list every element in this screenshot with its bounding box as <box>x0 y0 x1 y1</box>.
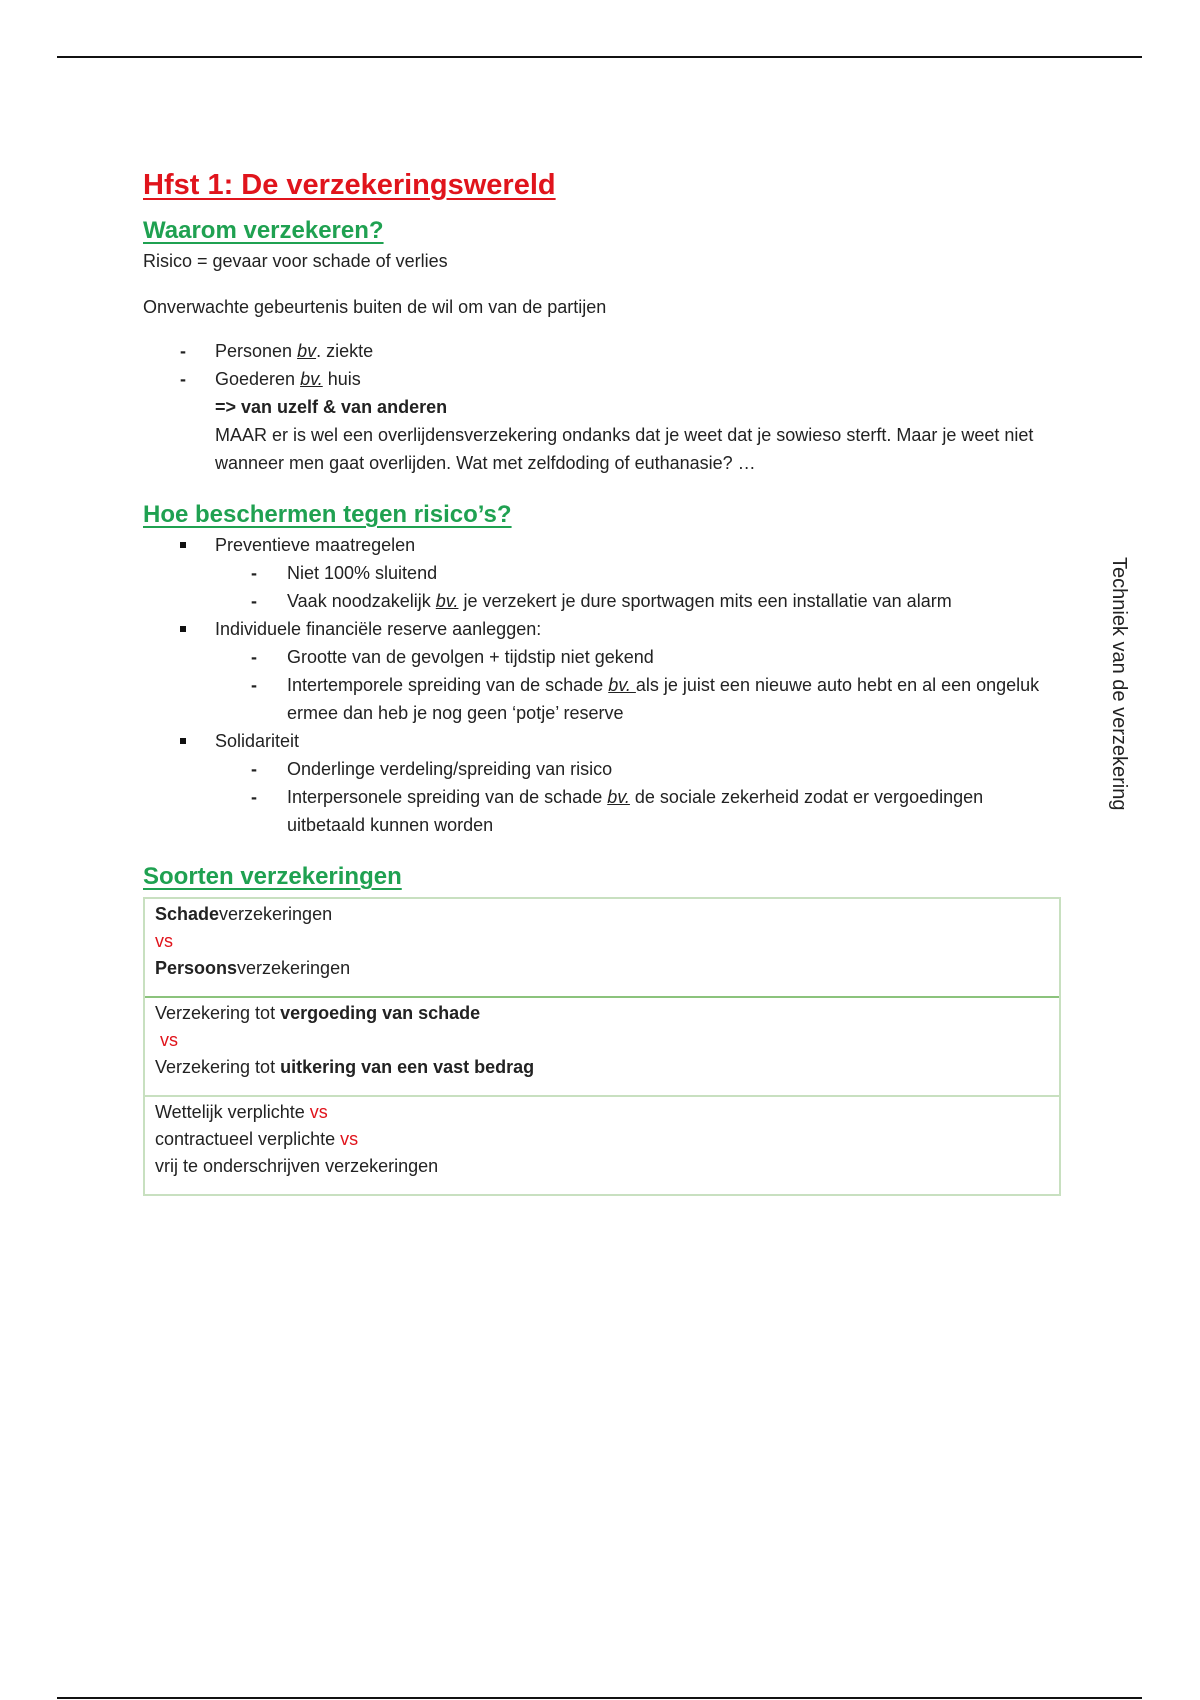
sub-list <box>215 755 1063 839</box>
chapter-title: Hfst 1: De verzekeringswereld <box>143 169 556 201</box>
sub-list <box>215 643 1063 727</box>
section-heading-waarom: Waarom verzekeren? <box>143 217 384 244</box>
list-item: Solidariteit - Onderlinge verdeling/spreiding van risico - Interpersonele spreiding van de schade bv. de sociale zekerheid zodat er vergoedingen uitbetaald kunnen worden <box>143 727 1063 839</box>
list-item: - Grootte van de gevolgen + tijdstip niet gekend <box>215 643 1063 671</box>
table-cell: Schadeverzekeringen vs Persoonsverzekeringen <box>145 899 1059 998</box>
bv-abbrev: bv. <box>300 369 323 389</box>
list-item: - Vaak noodzakelijk bv. je verzekert je dure sportwagen mits een installatie van alarm <box>215 587 1063 615</box>
insurance-types-table <box>143 897 1061 1196</box>
footer-rule <box>57 1697 1142 1699</box>
list-item: - Goederen bv. huis <box>143 365 1063 393</box>
emphasis-line: => van uzelf & van anderen <box>215 397 448 417</box>
list-item: - Niet 100% sluitend <box>215 559 1063 587</box>
vs-label: vs <box>155 931 173 951</box>
vs-label: vs <box>160 1030 178 1050</box>
note-paragraph: MAAR er is wel een overlijdensverzekering ondanks dat je weet dat je sowieso sterft. Maar je weet niet wanneer men gaat overlijden. Wat met zelfdoding of euthanasie? … <box>215 425 1034 473</box>
section-heading-beschermen: Hoe beschermen tegen risico’s? <box>143 501 512 528</box>
bullet-square-icon <box>180 542 186 548</box>
bullet-square-icon <box>180 738 186 744</box>
header-rule <box>57 56 1142 58</box>
bv-abbrev: bv. <box>435 591 459 611</box>
sub-list <box>215 559 1063 615</box>
section-heading-soorten: Soorten verzekeringen <box>143 863 402 890</box>
list-item: - Interpersonele spreiding van de schade bv. de sociale zekerheid zodat er vergoedingen uitbetaald kunnen worden <box>215 783 1063 839</box>
list-item: - Onderlinge verdeling/spreiding van risico <box>215 755 1063 783</box>
risk-object-list <box>143 337 1063 393</box>
list-item: - Intertemporele spreiding van de schade bv. als je juist een nieuwe auto hebt en al een ongeluk ermee dan heb je nog geen ‘potje’ reserve <box>215 671 1063 727</box>
protection-list <box>143 531 1063 839</box>
list-item: Individuele financiële reserve aanleggen: - Grootte van de gevolgen + tijdstip niet gekend - Intertemporele spreiding van de schade bv. als je juist een nieuwe auto hebt en al een ongeluk ermee dan heb je nog geen ‘potje’ reserve <box>143 615 1063 727</box>
side-tab-label: Techniek van de verzekering <box>1108 557 1130 811</box>
document-body <box>143 167 1063 1196</box>
risk-definition: Risico = gevaar voor schade of verlies <box>143 251 448 271</box>
bv-abbrev: bv. <box>608 675 636 695</box>
list-item: - Personen bv. ziekte <box>143 337 1063 365</box>
unexpected-event: Onverwachte gebeurtenis buiten de wil om van de partijen <box>143 297 607 317</box>
bv-abbrev: bv. <box>607 787 630 807</box>
bv-abbrev: bv <box>297 341 317 361</box>
bullet-square-icon <box>180 626 186 632</box>
table-cell: Verzekering tot vergoeding van schade vs Verzekering tot uitkering van een vast bedrag <box>145 998 1059 1095</box>
vs-label: vs <box>309 1102 328 1122</box>
list-item: Preventieve maatregelen - Niet 100% sluitend - Vaak noodzakelijk bv. je verzekert je dure sportwagen mits een installatie van alarm <box>143 531 1063 615</box>
vs-label: vs <box>340 1129 359 1149</box>
table-cell: Wettelijk verplichte vs contractueel verplichte vs vrij te onderschrijven verzekeringen <box>145 1095 1059 1194</box>
